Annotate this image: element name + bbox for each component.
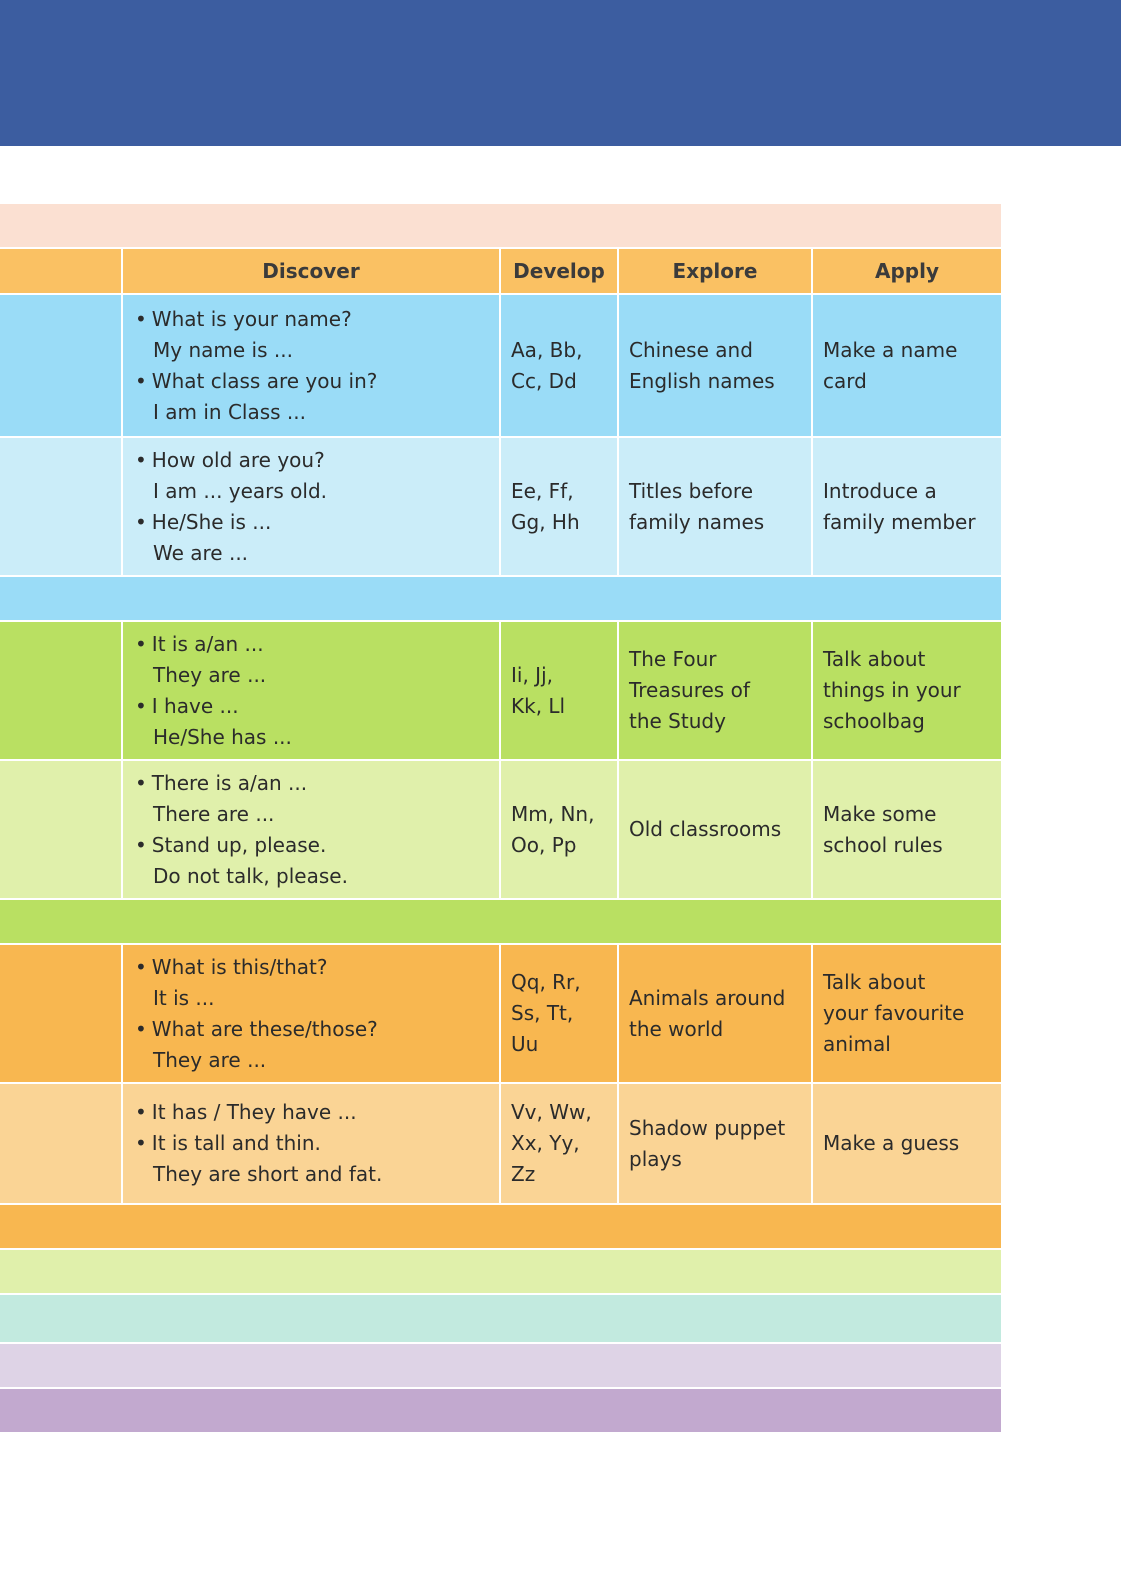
develop-cell: [501, 295, 617, 436]
develop-line: Qq, Rr,: [511, 970, 581, 994]
develop-line: Aa, Bb,: [511, 337, 583, 362]
discover-line: • It has / They have ...: [135, 1097, 489, 1128]
apply-cell: [813, 1084, 1001, 1203]
row-label-cell: [0, 438, 121, 575]
header-cell-blank: [0, 249, 121, 293]
discover-cell: [123, 295, 499, 436]
discover-line: • What is your name?: [135, 304, 489, 335]
footer-band-teal: [0, 1295, 1001, 1342]
explore-cell: [619, 1084, 811, 1203]
discover-line: • Stand up, please.: [135, 830, 489, 861]
unit-overview-table: [0, 204, 1001, 1432]
table-row: [0, 945, 1001, 1082]
apply-line: card: [823, 368, 867, 393]
explore-cell: [619, 761, 811, 898]
discover-line: They are short and fat.: [153, 1162, 383, 1186]
explore-line: Animals around: [629, 985, 786, 1010]
explore-line: The Four: [629, 647, 717, 671]
apply-cell: [813, 945, 1001, 1082]
table-row: [0, 295, 1001, 436]
explore-line: plays: [629, 1146, 682, 1171]
explore-cell: [619, 622, 811, 759]
explore-line: the Study: [629, 709, 726, 733]
discover-line: It is ...: [153, 985, 215, 1010]
row-label-cell: [0, 1084, 121, 1203]
header-banner: [0, 0, 1121, 146]
develop-line: Ss, Tt,: [511, 1001, 574, 1025]
discover-line: • How old are you?: [135, 445, 489, 476]
discover-cell: [123, 945, 499, 1082]
explore-line: English names: [629, 368, 775, 393]
discover-line: They are ...: [153, 1047, 267, 1072]
apply-line: family member: [823, 509, 976, 534]
footer-band-lime: [0, 1250, 1001, 1293]
discover-cell: [123, 438, 499, 575]
apply-line: Introduce a: [823, 478, 937, 503]
discover-line: • It is a/an ...: [135, 629, 489, 660]
discover-line: He/She has ...: [153, 724, 292, 749]
header-develop: Develop: [501, 249, 617, 293]
section-band-green: [0, 900, 1001, 943]
develop-line: Cc, Dd: [511, 368, 577, 393]
apply-line: animal: [823, 1032, 891, 1056]
develop-cell: [501, 622, 617, 759]
explore-cell: [619, 438, 811, 575]
explore-line: Chinese and: [629, 337, 753, 362]
discover-line: We are ...: [153, 540, 249, 565]
apply-cell: [813, 295, 1001, 436]
footer-band-purple: [0, 1389, 1001, 1432]
row-label-cell: [0, 945, 121, 1082]
discover-line: • What are these/those?: [135, 1014, 489, 1045]
header-apply: Apply: [813, 249, 1001, 293]
develop-line: Gg, Hh: [511, 509, 580, 534]
explore-line: the world: [629, 1016, 724, 1041]
table-row: [0, 1084, 1001, 1203]
apply-line: schoolbag: [823, 709, 925, 733]
apply-line: Talk about: [823, 970, 926, 994]
explore-cell: [619, 295, 811, 436]
header-discover: Discover: [123, 249, 499, 293]
top-band: [0, 204, 1001, 247]
discover-line: I am ... years old.: [153, 478, 328, 503]
discover-line: • It is tall and thin.: [135, 1128, 489, 1159]
apply-line: things in your: [823, 678, 961, 702]
discover-line: I am in Class ...: [153, 399, 306, 424]
footer-band-lavender: [0, 1344, 1001, 1387]
table-row: [0, 622, 1001, 759]
table-row: [0, 761, 1001, 898]
apply-cell: [813, 622, 1001, 759]
explore-line: Titles before: [629, 478, 754, 503]
develop-line: Uu: [511, 1032, 539, 1056]
develop-cell: [501, 1084, 617, 1203]
discover-cell: [123, 1084, 499, 1203]
apply-line: Make a guess: [823, 1131, 960, 1155]
develop-line: Ee, Ff,: [511, 478, 574, 503]
develop-line: Zz: [511, 1162, 536, 1186]
discover-line: • What is this/that?: [135, 952, 489, 983]
apply-cell: [813, 438, 1001, 575]
discover-line: My name is ...: [153, 337, 293, 362]
row-label-cell: [0, 761, 121, 898]
develop-line: Mm, Nn,: [511, 801, 595, 826]
row-label-cell: [0, 622, 121, 759]
discover-line: • I have ...: [135, 691, 489, 722]
develop-cell: [501, 438, 617, 575]
apply-line: school rules: [823, 832, 943, 857]
develop-cell: [501, 761, 617, 898]
explore-line: Treasures of: [629, 678, 750, 702]
apply-line: Make some: [823, 801, 937, 826]
header-explore: Explore: [619, 249, 811, 293]
develop-cell: [501, 945, 617, 1082]
explore-cell: [619, 945, 811, 1082]
section-band-blue: [0, 577, 1001, 620]
discover-line: There are ...: [153, 801, 275, 826]
develop-line: Vv, Ww,: [511, 1100, 592, 1124]
table-row: [0, 438, 1001, 575]
develop-line: Ii, Jj,: [511, 662, 553, 687]
apply-cell: [813, 761, 1001, 898]
discover-line: • There is a/an ...: [135, 768, 489, 799]
explore-line: Shadow puppet: [629, 1115, 786, 1140]
apply-line: your favourite: [823, 1001, 965, 1025]
apply-line: Talk about: [823, 647, 926, 671]
discover-cell: [123, 622, 499, 759]
row-label-cell: [0, 295, 121, 436]
section-band-orange: [0, 1205, 1001, 1248]
develop-line: Kk, Ll: [511, 693, 566, 718]
table-header-row: [0, 249, 1001, 293]
discover-line: • He/She is ...: [135, 507, 489, 538]
develop-line: Xx, Yy,: [511, 1131, 580, 1155]
discover-line: • What class are you in?: [135, 366, 489, 397]
discover-line: Do not talk, please.: [153, 863, 348, 888]
apply-line: Make a name: [823, 337, 958, 362]
explore-line: Old classrooms: [629, 817, 782, 841]
discover-line: They are ...: [153, 662, 267, 687]
explore-line: family names: [629, 509, 765, 534]
discover-cell: [123, 761, 499, 898]
develop-line: Oo, Pp: [511, 832, 577, 857]
